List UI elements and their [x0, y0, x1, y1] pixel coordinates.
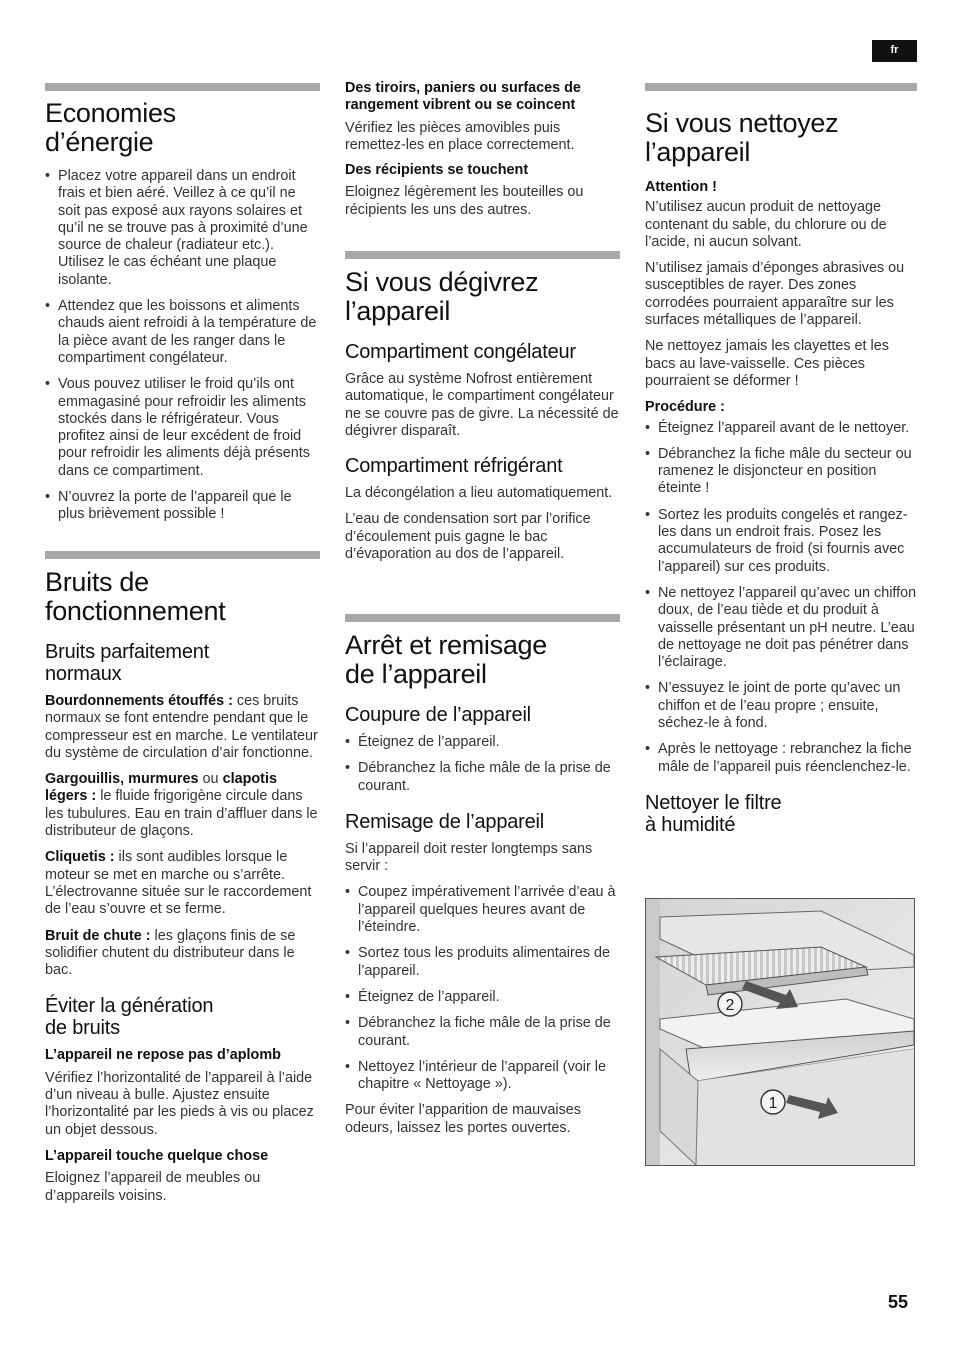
list-item: • Ne nettoyez l’appareil qu’avec un chiffon doux, de l’eau tiède et du produit à vaisselle présentant un pH neutre. L’eau de nettoyage ne doit pas pénétrer dans l’éclairage. — [645, 585, 920, 671]
list-item: • Vous pouvez utiliser le froid qu’ils ont emmagasiné pour refroidir les aliments stockés dans le réfrigérateur. Vous profitez ainsi de leur excédent de froid pour refroidir les aliments déjà présents dans ce compartiment. — [45, 376, 320, 480]
paragraph: Pour éviter l’apparition de mauvaises odeurs, laissez les portes ouvertes. — [345, 1102, 581, 1136]
list-item: • Sortez les produits congelés et rangez-les dans un endroit frais. Posez les accumulateurs de froid (si fournis avec l’appareil) sur ces produits. — [645, 507, 920, 576]
marker-2: 2 — [725, 997, 735, 1014]
subheading-coupure: Coupure de l’appareil — [345, 704, 531, 726]
list-item: • N’essuyez le joint de porte qu’avec un chiffon et de l’eau propre ; ensuite, séchez-le à fond. — [645, 680, 920, 732]
section-vibrations — [345, 80, 620, 219]
inline-label: clapotis légers : — [45, 771, 277, 805]
paragraph — [45, 693, 320, 762]
inline-label: Cliquetis : — [45, 849, 115, 866]
subheading-filtre: Nettoyer le filtre à humidité — [645, 791, 782, 836]
language-badge: fr — [872, 40, 917, 62]
list-item: • Sortez tous les produits alimentaires de l’appareil. — [345, 945, 620, 980]
heading-arret: Arrêt et remisage de l’appareil — [345, 630, 547, 689]
paragraph: Si l’appareil doit rester longtemps sans servir : — [345, 840, 593, 875]
subheading-refrigerant: Compartiment réfrigérant — [345, 455, 563, 478]
section-nettoyez — [645, 83, 920, 836]
heading-degivrez: Si vous dégivrez l’appareil — [345, 267, 539, 326]
section-bruits — [45, 551, 320, 1205]
inline-text: le fluide frigorigène circule dans les tubulures. Eau en train d’affluer dans le distributeur de glaçons. — [45, 788, 318, 840]
filter-illustration — [645, 898, 915, 1166]
paragraph — [45, 928, 320, 980]
list-item: • Nettoyez l’intérieur de l’appareil (voir le chapitre « Nettoyage »). — [345, 1059, 620, 1094]
filter-drawing — [646, 899, 914, 1165]
paragraph: Ne nettoyez jamais les clayettes et les bacs au lave-vaisselle. Ces pièces pourraient se déformer ! — [645, 338, 889, 389]
inline-text: les glaçons finis de se solidifier chutent du distributeur dans le bac. — [45, 927, 296, 979]
coupure-list — [345, 734, 620, 795]
page-number: 55 — [887, 1292, 908, 1312]
heading-economies: Economies d’énergie — [45, 98, 176, 157]
section-economies — [45, 83, 320, 524]
label: Des récipients se touchent — [345, 162, 529, 179]
label-attention: Attention ! — [645, 179, 717, 195]
paragraph — [45, 771, 320, 840]
paragraph: Vérifiez l’horizontalité de l’appareil à l’aide d’un niveau à bulle. Ajustez ensuite l’horizontalité par les pieds à vis ou placez un objet dessous. — [45, 1069, 314, 1138]
paragraph: Eloignez l’appareil de meubles ou d’appareils voisins. — [45, 1170, 261, 1204]
section-degivrez — [345, 251, 620, 563]
list-item: • Débranchez la fiche mâle de la prise de courant. — [345, 760, 620, 795]
list-item: • Éteignez l’appareil avant de le nettoyer. — [645, 420, 920, 437]
paragraph: La décongélation a lieu automatiquement. — [345, 485, 613, 502]
label: Des tiroirs, paniers ou surfaces de rangement vibrent ou se coincent — [345, 80, 581, 114]
inline-text: ou — [198, 771, 223, 788]
section-bar — [45, 83, 320, 91]
subheading-eviter-bruits: Éviter la génération de bruits — [45, 995, 214, 1040]
list-item: • Attendez que les boissons et aliments chauds aient refroidi à la température de la pièce avant de les ranger dans le compartiment congélateur. — [45, 298, 320, 367]
section-bar — [45, 551, 320, 559]
label: L’appareil ne repose pas d’aplomb — [45, 1047, 281, 1064]
section-arret — [345, 614, 620, 1137]
heading-nettoyez: Si vous nettoyez l’appareil — [645, 108, 839, 167]
list-item: • Débranchez la fiche mâle de la prise de courant. — [345, 1015, 620, 1050]
marker-1: 1 — [768, 1095, 778, 1112]
list-item: • Coupez impérativement l’arrivée d’eau à l’appareil quelques heures avant de l’éteindre. — [345, 884, 620, 936]
inline-label: Bruit de chute : — [45, 927, 151, 944]
inline-label: Gargouillis, murmures — [45, 771, 199, 788]
list-item: • Débranchez la fiche mâle du secteur ou ramenez le disjoncteur en position éteinte ! — [645, 446, 920, 498]
label: L’appareil touche quelque chose — [45, 1147, 269, 1164]
section-bar — [345, 251, 620, 259]
subheading-remisage: Remisage de l’appareil — [345, 810, 545, 833]
paragraph: N’utilisez aucun produit de nettoyage contenant du sable, du chlorure ou de l’acide, ni aucun solvant. — [645, 199, 887, 250]
economies-list — [45, 168, 320, 524]
paragraph: Vérifiez les pièces amovibles puis remettez-les en place correctement. — [345, 119, 575, 153]
paragraph: L’eau de condensation sort par l’orifice d’écoulement puis gagne le bac d’évaporation au dos de l’appareil. — [345, 511, 591, 563]
subheading-bruits-normaux: Bruits parfaitement normaux — [45, 641, 210, 685]
inline-text: ils sont audibles lorsque le moteur se met en marche ou s’arrête. L’électrovanne située sur le raccordement de l’eau s’ouvre et se ferme. — [45, 849, 312, 918]
list-item: • Éteignez de l’appareil. — [345, 989, 620, 1006]
section-bar — [645, 83, 917, 91]
paragraph: N’utilisez jamais d’éponges abrasives ou susceptibles de rayer. Des zones corrodées pourraient apparaître sur les surfaces métalliques de l’appareil. — [645, 260, 905, 329]
remisage-list — [345, 884, 620, 1093]
list-item: • N’ouvrez la porte de l’appareil que le plus brièvement possible ! — [45, 489, 320, 524]
heading-bruits: Bruits de fonctionnement — [45, 567, 226, 626]
section-bar — [345, 614, 620, 622]
list-item: • Éteignez de l’appareil. — [345, 734, 620, 751]
inline-text: ces bruits normaux se font entendre pendant que le compresseur est en marche. Le ventilateur du système de circulation d’air fonctionne. — [45, 693, 318, 761]
subheading-congelateur: Compartiment congélateur — [345, 341, 576, 363]
paragraph — [45, 849, 320, 918]
label-procedure: Procédure : — [645, 399, 725, 416]
paragraph: Grâce au système Nofrost entièrement automatique, le compartiment congélateur ne se couvre pas de givre. La nécessité de dégivrer disparaît. — [345, 371, 619, 439]
list-item: • Après le nettoyage : rebranchez la fiche mâle de l’appareil puis réenclenchez-le. — [645, 741, 920, 776]
paragraph: Eloignez légèrement les bouteilles ou récipients les uns des autres. — [345, 184, 584, 218]
inline-label: Bourdonnements étouffés : — [45, 693, 233, 709]
list-item: • Placez votre appareil dans un endroit frais et bien aéré. Veillez à ce qu’il ne soit pas exposé aux rayons solaires et qu’il ne se trouve pas à proximité d’une source de chaleur (radiateur etc.). Utilisez le cas échéant une plaque isolante. — [45, 168, 320, 289]
procedure-list — [645, 420, 920, 776]
